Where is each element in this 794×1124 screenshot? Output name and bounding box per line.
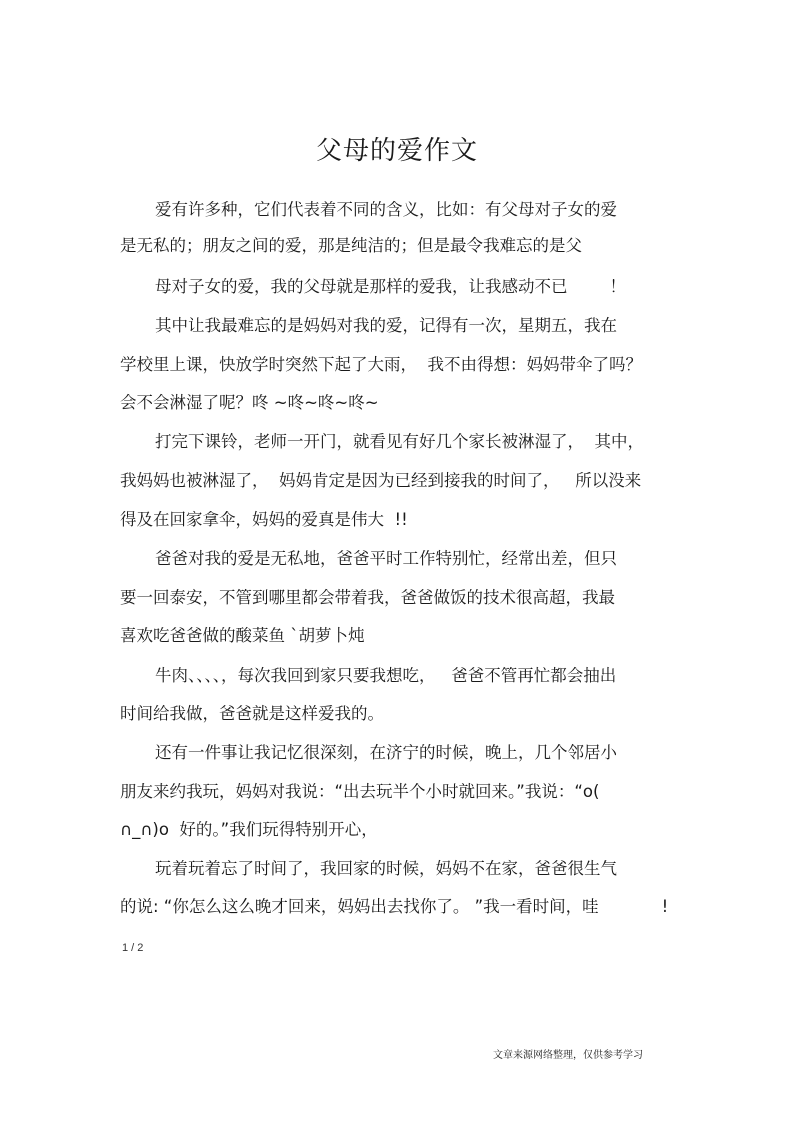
text-line: 玩着玩着忘了时间了，我回家的时候，妈妈不在家，爸爸很生气 <box>155 859 617 878</box>
text-line: 喜欢吃爸爸做的酸菜鱼 `胡萝卜炖 <box>120 626 365 645</box>
page-title: 父母的爱作文 <box>315 136 478 166</box>
text-line: 得及在回家拿伞，妈妈的爱真是伟大 !! <box>120 510 408 529</box>
text-line: 时间给我做，爸爸就是这样爱我的。 <box>120 704 384 723</box>
text-line: 爱有许多种，它们代表着不同的含义，比如：有父母对子女的爱 <box>155 200 617 219</box>
text-line: 其中让我最难忘的是妈妈对我的爱，记得有一次，星期五，我在 <box>155 316 617 335</box>
text-line: 会不会淋湿了呢？咚 ~咚~咚~咚~ <box>120 393 379 412</box>
text-line: 是无私的；朋友之间的爱，那是纯洁的；但是最令我难忘的是父 <box>120 236 582 255</box>
text-line: 我妈妈也被淋湿了， 妈妈肯定是因为已经到接我的时间了， 所以没来 <box>120 471 642 490</box>
text-line: 打完下课铃，老师一开门，就看见有好几个家长被淋湿了， 其中， <box>155 432 644 451</box>
footer-note: 文章来源网络整理，仅供参考学习 <box>493 1050 643 1061</box>
text-line: 爸爸对我的爱是无私地，爸爸平时工作特别忙，经常出差，但只 <box>155 549 617 568</box>
text-line: 要一回泰安，不管到哪里都会带着我，爸爸做饭的技术很高超，我最 <box>120 588 615 607</box>
text-line: 朋友来约我玩，妈妈对我说：“出去玩半个小时就回来。”我说：“o( <box>120 782 600 801</box>
text-line: ∩_∩)o 好的。”我们玩得特别开心， <box>120 820 378 839</box>
page-number: 1 / 2 <box>122 942 144 954</box>
text-line: 学校里上课，快放学时突然下起了大雨， 我不由得想：妈妈带伞了吗？ <box>120 355 642 374</box>
text-line: 母对子女的爱，我的父母就是那样的爱我，让我感动不已 ！ <box>155 277 626 296</box>
text-line: 牛肉、、、、，每次我回到家只要我想吃， 爸爸不管再忙都会抽出 <box>155 666 617 685</box>
text-line: 的说: “你怎么这么晚才回来，妈妈出去找你了。 ”我一看时间，哇 ! <box>120 897 669 916</box>
text-line: 还有一件事让我记忆很深刻，在济宁的时候，晚上，几个邻居小 <box>155 743 617 762</box>
